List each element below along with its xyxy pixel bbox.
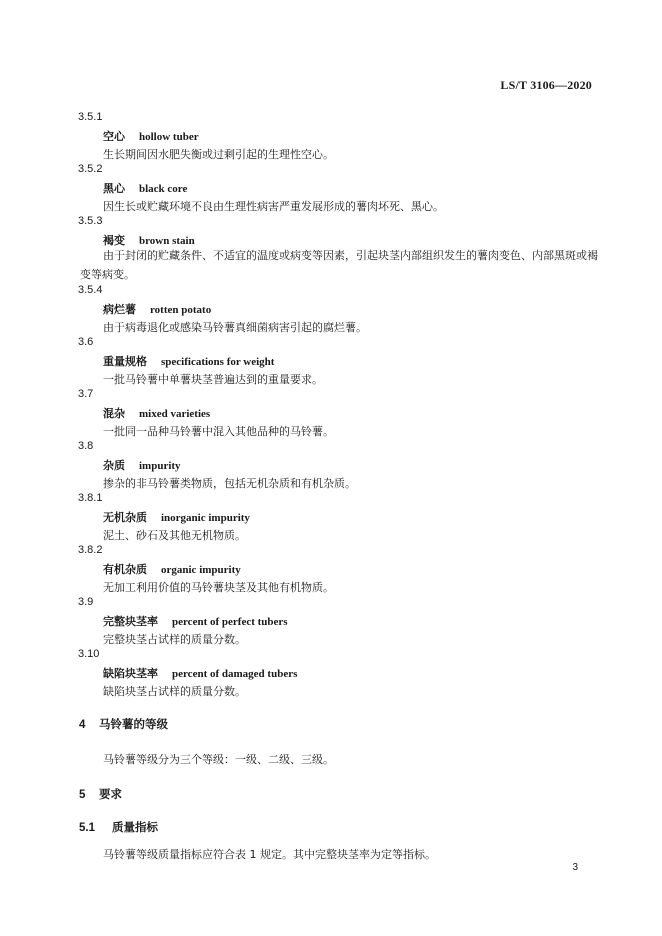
clause-number: 3.5.4 xyxy=(78,284,103,296)
term-heading xyxy=(103,613,288,629)
term-en: impurity xyxy=(139,460,181,472)
section-text: 马铃薯等级质量指标应符合表 1 规定。其中完整块茎率为定等指标。 xyxy=(103,848,436,861)
term-definition: 一批同一品种马铃薯中混入其他品种的马铃薯。 xyxy=(103,425,334,438)
term-definition: 由于病毒退化或感染马铃薯真细菌病害引起的腐烂薯。 xyxy=(103,321,367,334)
standard-code: LS/T 3106—2020 xyxy=(500,78,592,92)
term-definition: 泥土、砂石及其他无机物质。 xyxy=(103,529,246,542)
term-heading xyxy=(103,561,241,577)
term-definition: 无加工利用价值的马铃薯块茎及其他有机物质。 xyxy=(103,581,334,594)
term-zh: 空心 xyxy=(103,130,125,143)
term-en: hollow tuber xyxy=(139,131,199,143)
term-en: percent of perfect tubers xyxy=(172,616,288,628)
term-zh: 无机杂质 xyxy=(103,511,147,524)
term-zh: 缺陷块茎率 xyxy=(103,667,158,680)
clause-number: 3.5.1 xyxy=(78,111,103,123)
section-heading xyxy=(79,786,122,802)
page-number: 3 xyxy=(572,862,578,873)
term-en: inorganic impurity xyxy=(161,512,250,524)
term-zh: 重量规格 xyxy=(103,355,147,368)
section-title: 马铃薯的等级 xyxy=(99,717,168,731)
term-heading xyxy=(103,457,181,473)
term-heading xyxy=(103,128,199,144)
term-definition: 完整块茎占试样的质量分数。 xyxy=(103,633,246,646)
term-en: rotten potato xyxy=(150,304,212,316)
clause-number: 3.8.2 xyxy=(78,544,103,556)
section-title: 质量指标 xyxy=(112,820,158,834)
clause-number: 3.10 xyxy=(78,648,100,660)
term-en: brown stain xyxy=(139,235,195,247)
clause-number: 3.6 xyxy=(78,336,94,348)
term-heading xyxy=(103,301,211,317)
term-en: organic impurity xyxy=(161,564,241,576)
clause-number: 3.5.2 xyxy=(78,163,103,175)
term-heading xyxy=(103,509,250,525)
section-number: 5.1 xyxy=(79,822,95,834)
clause-number: 3.7 xyxy=(78,388,94,400)
term-zh: 混杂 xyxy=(103,407,125,420)
term-heading xyxy=(103,353,274,369)
section-text: 马铃薯等级分为三个等级：一级、二级、三级。 xyxy=(103,753,334,766)
term-definition: 一批马铃薯中单薯块茎普遍达到的重量要求。 xyxy=(103,373,323,386)
term-heading xyxy=(103,180,187,196)
term-en: specifications for weight xyxy=(161,356,275,368)
term-definition: 缺陷块茎占试样的质量分数。 xyxy=(103,685,246,698)
term-definition: 由于封闭的贮藏条件、不适宜的温度或病变等因素，引起块茎内部组织发生的薯肉变色、内部黑斑或褐变等病变。 xyxy=(80,249,598,281)
term-zh: 褐变 xyxy=(103,234,125,247)
term-definition: 掺杂的非马铃薯类物质，包括无机杂质和有机杂质。 xyxy=(103,477,356,490)
section-heading xyxy=(79,716,168,732)
term-definition: 生长期间因水肥失衡或过剩引起的生理性空心。 xyxy=(103,148,334,161)
subsection-heading xyxy=(79,819,158,835)
term-zh: 杂质 xyxy=(103,459,125,472)
clause-number: 3.8.1 xyxy=(78,492,103,504)
clause-number: 3.5.3 xyxy=(78,215,103,227)
term-zh: 病烂薯 xyxy=(103,303,136,316)
term-definition: 因生长或贮藏环境不良由生理性病害严重发展形成的薯肉坏死、黑心。 xyxy=(103,200,444,213)
term-zh: 完整块茎率 xyxy=(103,615,158,628)
clause-number: 3.9 xyxy=(78,596,94,608)
term-en: black core xyxy=(139,183,188,195)
term-heading xyxy=(103,405,210,421)
section-number: 4 xyxy=(79,719,86,731)
term-heading xyxy=(103,665,297,681)
term-zh: 有机杂质 xyxy=(103,563,147,576)
term-en: percent of damaged tubers xyxy=(172,668,298,680)
term-zh: 黑心 xyxy=(103,182,125,195)
section-title: 要求 xyxy=(99,787,122,801)
term-en: mixed varieties xyxy=(139,408,211,420)
clause-number: 3.8 xyxy=(78,440,94,452)
section-number: 5 xyxy=(79,789,86,801)
